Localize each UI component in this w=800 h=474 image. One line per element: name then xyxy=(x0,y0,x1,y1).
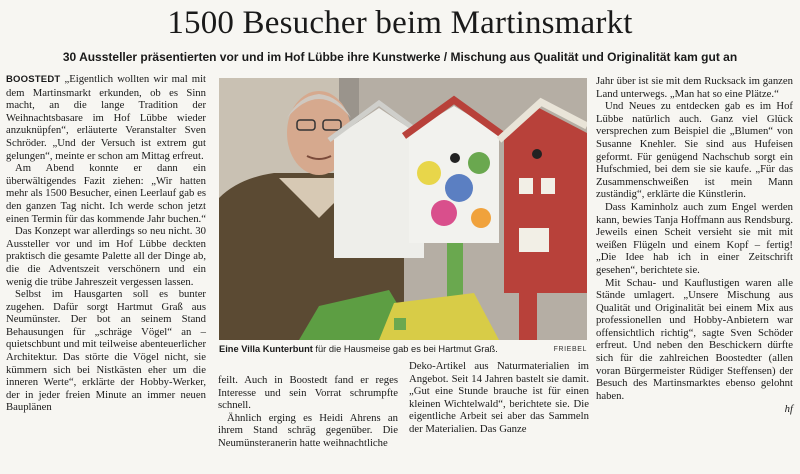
paragraph: Und Neues zu entdecken gab es im Hof Lübbe natürlich auch. Ganz viel Glück versprechen zum Beispiel die „Blumen“ von Susanne Knehler. Sie sind aus Hufeisen geformt. Für genügend Nachschub sorgt ein Hufschmied, bei dem sie sie kaufe. „Für das Zusammenschweißen ist mein Mann zuständig“, erklärte die Künstlerin. xyxy=(596,100,793,201)
headline: 1500 Besucher beim Martinsmarkt xyxy=(167,5,633,41)
paragraph: Das Konzept war allerdings so neu nicht. 30 Aussteller vor und im Hof Lübbe deckten praktisch die gesamte Palette all der Dinge ab, die die Adventszeit verschönern und ein wenig die trübe Jahreszeit vergessen lassen. xyxy=(6,225,206,288)
column-2 xyxy=(218,374,398,450)
paragraph: Selbst im Hausgarten soll es bunter zugehen. Dafür sorgt Hartmut Graß aus Neumünster. Der bot an seinem Stand Behausungen für „schräge Vögel“ an – quietschbunt und mit teilweise abenteuerlicher Architektur. Das störte die Vögel nicht, sie kümmern sich bei Nistkästen eher um die inneren Werte“, erklärte der Hobby-Werker, der in jeder freien Minute an immer neuen Bauplänen xyxy=(6,288,206,414)
paragraph: Deko-Artikel aus Naturmaterialien im Angebot. Seit 14 Jahren bastelt sie damit. „Gut eine Stunde brauche ist für einen kleinen Wichtelwald“, berichtete sie. Die eigentliche Arbeit sei aber das Sammeln der Materialien. Das Ganze xyxy=(409,360,589,435)
paragraph: Dass Kaminholz auch zum Engel werden kann, bewies Tanja Hoffmann aus Rendsburg. Jeweils einen Scheit versieht sie mit mit weißen Flügeln und einem Kopf – fertig! „Die Idee hab ich in einer Zeitschrift gesehen“, berichtete sie. xyxy=(596,200,793,276)
paragraph-text: „Eigentlich wollten wir mal mit dem Martinsmarkt erkunden, ob es Sinn macht, an die lange Tradition der Weihnachtsbasare im Hof Lübbe wieder anzuknüpfen“, erläuterte Veranstalter Sven Schröder. „Und der Versuch ist extrem gut gelungen“, meinte er schon am Mittag erfreut. xyxy=(6,73,207,162)
dateline: BOOSTEDT xyxy=(6,74,61,85)
paragraph: Jahr über ist sie mit dem Rucksack im ganzen Land unterwegs. „Man hat so eine Plätze.“ xyxy=(596,75,793,100)
photo-birdhouses-illustration xyxy=(219,78,587,340)
column-4 xyxy=(596,75,793,416)
caption-title: Eine Villa Kunterbunt xyxy=(219,344,313,354)
paragraph: Ähnlich erging es Heidi Ahrens an ihrem Stand schräg gegenüber. Die Neumünsteranerin hatte weihnachtliche xyxy=(218,411,398,449)
column-3 xyxy=(409,360,589,436)
paragraph: Mit Schau- und Kauflustigen waren alle Stände umlagert. „Unsere Mischung aus Qualität und Originalität bei einem Mix aus professionellen und Hobby-Anbietern war offensichtlich richtig“, sagte Sven Schöder erfreut. Und neben den Beschickern dürfte sich für die zahlreichen Boostedter (allen voran Bürgermeister Rüdiger Steffensen) der Besuch des Martinsmarktes ebenso gelohnt haben. xyxy=(596,276,793,402)
paragraph xyxy=(6,73,206,162)
article-photo xyxy=(219,78,587,340)
column-1 xyxy=(6,73,206,414)
photo-caption xyxy=(219,343,587,355)
caption-text: für die Hausmeise gab es bei Hartmut Graß. xyxy=(312,344,498,354)
subheadline: 30 Aussteller präsentierten vor und im Hof Lübbe ihre Kunstwerke / Mischung aus Qualität und Originalität kam gut an xyxy=(62,50,738,64)
paragraph: feilt. Auch in Boostedt fand er reges Interesse und sein Vorrat schrumpfte schnell. xyxy=(218,374,398,412)
paragraph: Am Abend konnte er dann ein überwältigendes Fazit ziehen: „Wir hatten mehr als 1500 Besucher, einen Leerlauf gab es den ganzen Tag nicht. Ich werde schon jetzt einen Termin für das kommende Jahr buchen.“ xyxy=(6,162,206,225)
photo-credit: FRIEBEL xyxy=(553,346,587,353)
author-signature: hf xyxy=(784,403,793,416)
